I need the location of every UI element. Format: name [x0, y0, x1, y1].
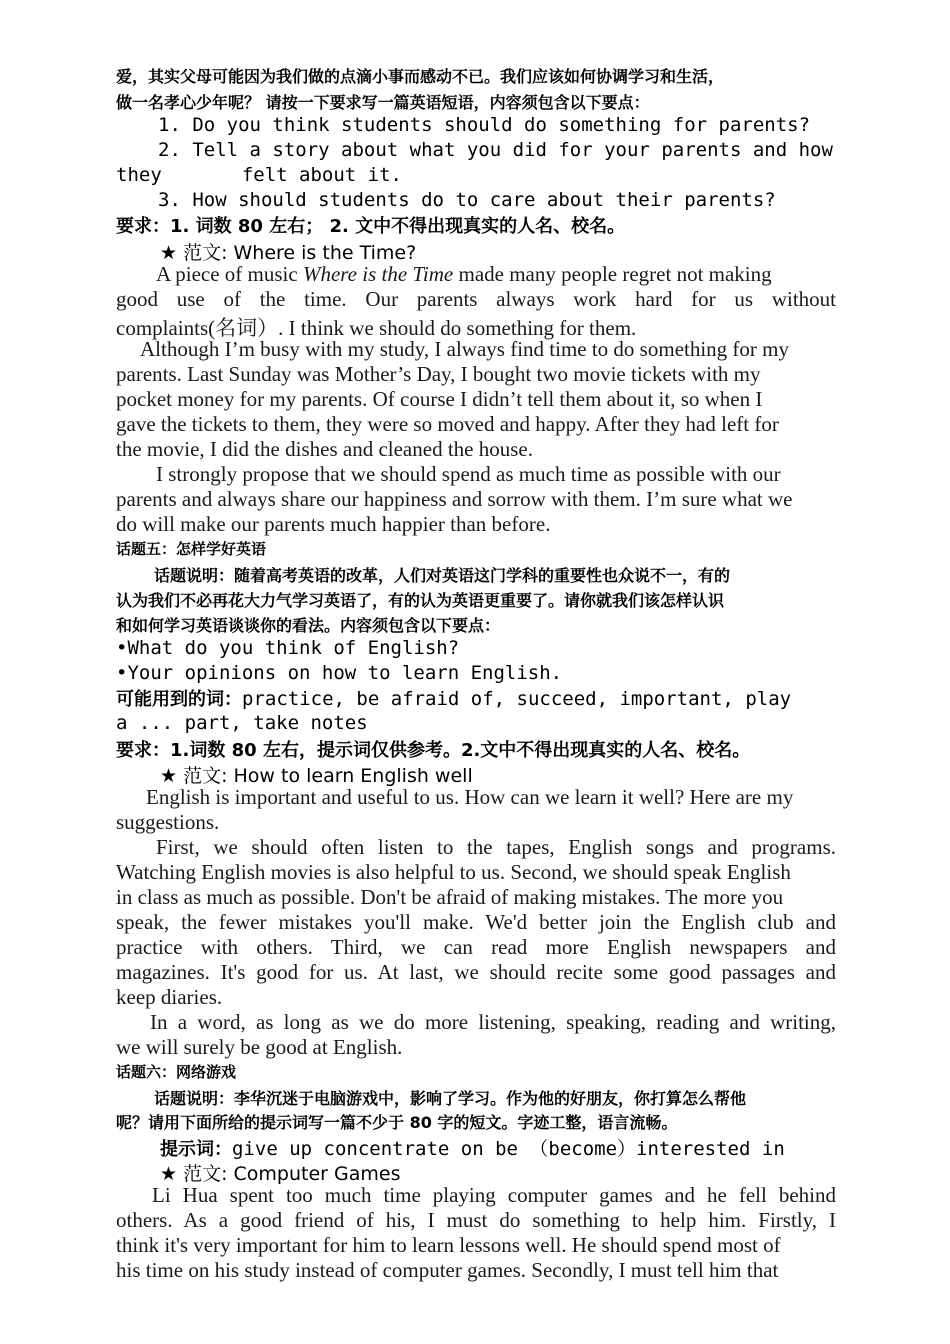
paragraph-line: In a word, as long as we do more listening, speaking, reading and writing,	[150, 1010, 836, 1034]
sample-essay-title: ★ 范文: Where is the Time?	[160, 242, 417, 264]
sample-essay-title: ★ 范文: How to learn English well	[160, 765, 473, 787]
paragraph-line: keep diaries.	[116, 985, 223, 1009]
paragraph-line: do will make our parents much happier than before.	[116, 512, 551, 536]
topic-heading: 话题六：网络游戏	[116, 1063, 237, 1081]
paragraph-line: magazines. It's good for us. At last, we should recite some good passages and	[116, 960, 836, 984]
text-line: 做一名孝心少年呢？ 请按一下要求写一篇英语短语，内容须包含以下要点：	[116, 93, 650, 112]
paragraph-line: practice with others. Third, we can read more English newspapers and	[116, 935, 836, 959]
paragraph-line: parents. Last Sunday was Mother’s Day, I bought two movie tickets with my	[116, 362, 761, 386]
paragraph-line: speak, the fewer mistakes you'll make. We'd better join the English club and	[116, 910, 836, 934]
text-line: 认为我们不必再花大力气学习英语了，有的认为英语更重要了。请你就我们该怎样认识	[116, 591, 725, 610]
paragraph-line: gave the tickets to them, they were so moved and happy. After they had left for	[116, 412, 779, 436]
paragraph-line: English is important and useful to us. How can we learn it well? Here are my	[146, 785, 794, 809]
paragraph-line: his time on his study instead of computer games. Secondly, I must tell him that	[116, 1258, 779, 1282]
list-item-continuation: they felt about it.	[116, 164, 402, 186]
paragraph-line: I strongly propose that we should spend as much time as possible with our	[156, 462, 781, 486]
hint-words-continuation: a ... part, take notes	[116, 712, 368, 734]
requirements: 要求：1.词数 80 左右，提示词仅供参考。2.文中不得出现真实的人名、校名。	[116, 740, 751, 761]
paragraph-line: parents and always share our happiness and sorrow with them. I’m sure what we	[116, 487, 793, 511]
text-line: 呢？请用下面所给的提示词写一篇不少于 80 字的短文。字迹工整，语言流畅。	[116, 1113, 678, 1132]
paragraph-line: others. As a good friend of his, I must do something to help him. Firstly, I	[116, 1208, 836, 1232]
song-title: Where is the Time	[302, 262, 454, 286]
hint-words: 可能用到的词：practice, be afraid of, succeed, important, play	[116, 688, 792, 710]
paragraph-line: in class as much as possible. Don't be afraid of making mistakes. The more you	[116, 885, 784, 909]
paragraph-line: Although I’m busy with my study, I always find time to do something for my	[140, 337, 790, 361]
requirements: 要求：1. 词数 80 左右； 2. 文中不得出现真实的人名、校名。	[116, 216, 626, 237]
paragraph-line: complaints(名词）. I think we should do something for them.	[116, 316, 637, 340]
topic-heading: 话题五：怎样学好英语	[116, 540, 267, 558]
paragraph-line: think it's very important for him to learn lessons well. He should spend most of	[116, 1233, 781, 1257]
sample-essay-title: ★ 范文: Computer Games	[160, 1163, 401, 1185]
hint-words: 提示词：give up concentrate on be （become）interested in	[160, 1138, 785, 1160]
paragraph-line: pocket money for my parents. Of course I didn’t tell them about it, so when I	[116, 387, 763, 411]
list-item: 3. How should students do to care about their parents?	[158, 189, 776, 211]
paragraph-line: suggestions.	[116, 810, 220, 834]
paragraph-line: the movie, I did the dishes and cleaned the house.	[116, 437, 533, 461]
list-item: 2. Tell a story about what you did for your parents and how	[158, 139, 833, 161]
text-line: 和如何学习英语谈谈你的看法。内容须包含以下要点：	[116, 616, 501, 635]
paragraph-line: Li Hua spent too much time playing computer games and he fell behind	[152, 1183, 836, 1207]
paragraph-line: good use of the time. Our parents always work hard for us without	[116, 287, 836, 311]
bullet-item: •What do you think of English?	[116, 637, 460, 659]
paragraph-line: A piece of music Where is the Time made many people regret not making	[156, 262, 772, 286]
bullet-item: •Your opinions on how to learn English.	[116, 662, 563, 684]
list-item: 1. Do you think students should do something for parents?	[158, 114, 811, 136]
paragraph-line: Watching English movies is also helpful to us. Second, we should speak English	[116, 860, 791, 884]
text-line: 话题说明：随着高考英语的改革，人们对英语这门学科的重要性也众说不一，有的	[154, 566, 731, 585]
text-line: 爱，其实父母可能因为我们做的点滴小事而感动不已。我们应该如何协调学习和生活，	[116, 67, 725, 86]
paragraph-line: we will surely be good at English.	[116, 1035, 403, 1059]
text-line: 话题说明：李华沉迷于电脑游戏中，影响了学习。作为他的好朋友，你打算怎么帮他	[154, 1089, 747, 1108]
paragraph-line: First, we should often listen to the tapes, English songs and programs.	[156, 835, 836, 859]
